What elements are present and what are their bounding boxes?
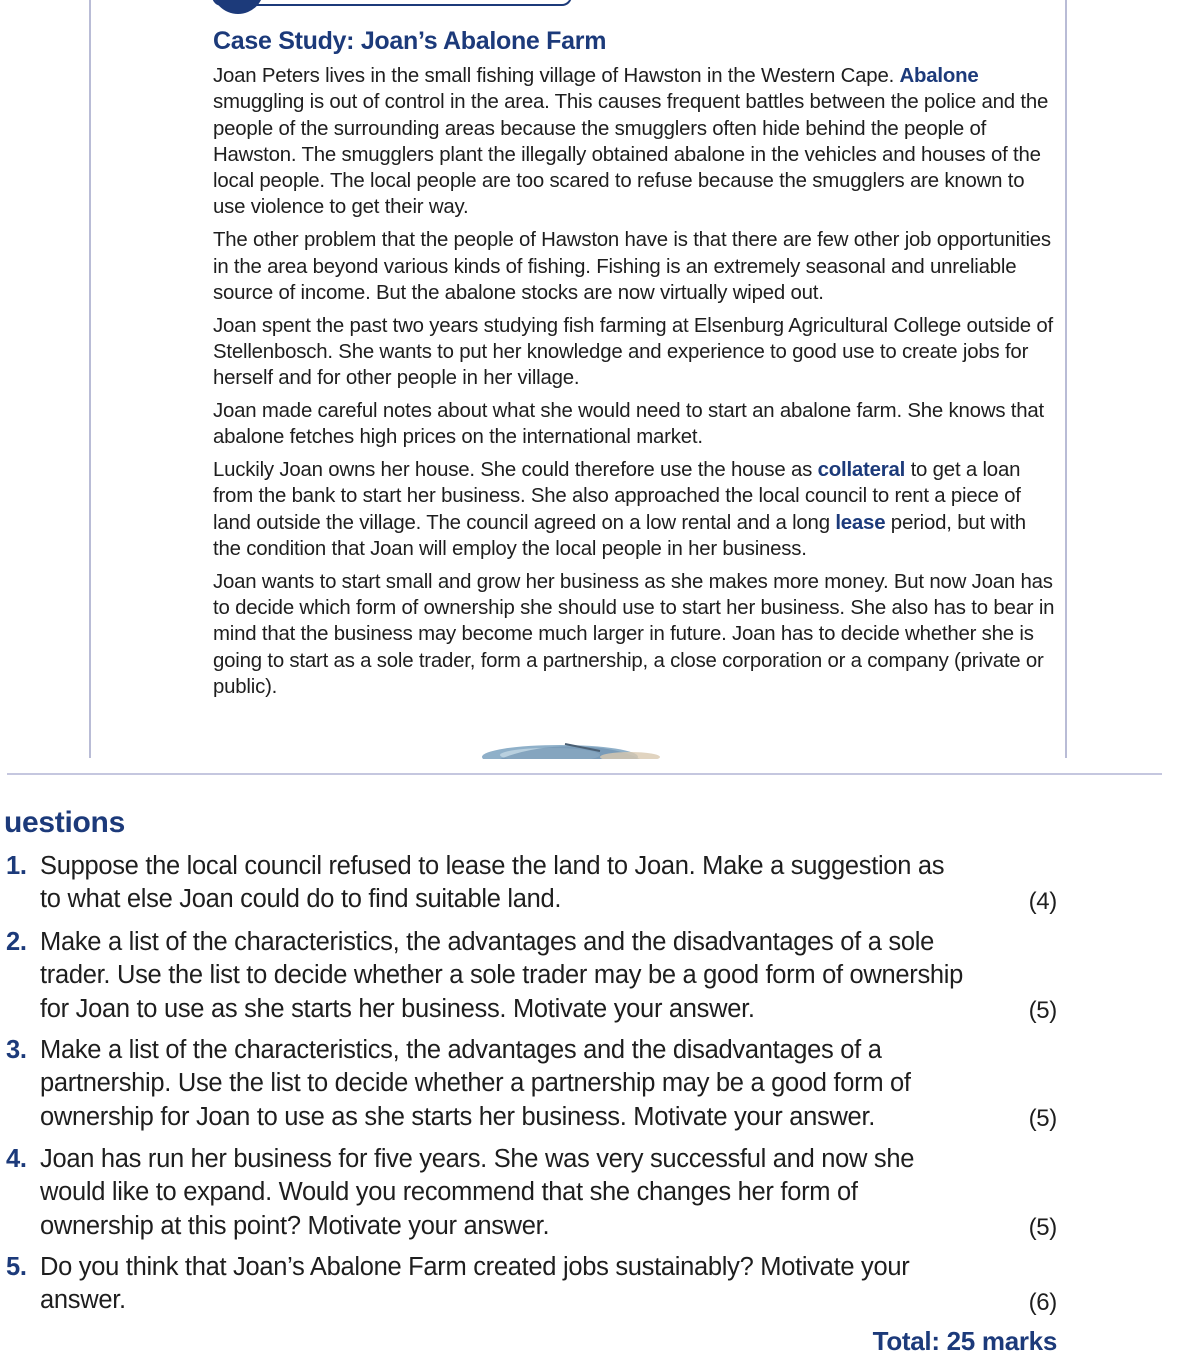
question-text: Do you think that Joan’s Abalone Farm created jobs sustainably? Motivate your answer. — [40, 1253, 910, 1315]
question-marks: (5) — [1028, 997, 1057, 1024]
case-paragraph-6: Joan wants to start small and grow her business as she makes more money. But now Joan has to decide which form of ownership she should use to start her business. She also has to bear in mind that the business may become much larger in future. Joan has to decide whether she is going to start as a sole trader, form a partnership, a close corporation or a company (private or public). — [213, 570, 1055, 699]
total-marks: Total: 25 marks — [872, 1326, 1057, 1356]
question-number: 1. — [6, 852, 27, 880]
keyword-abalone: Abalone — [899, 65, 979, 87]
question-text: Make a list of the characteristics, the advantages and the disadvantages of a sole trader. Use the list to decide whether a sole trader may be a good form of ownership for Joan to use as she starts her business. Motivate your answer. — [40, 928, 964, 1023]
case-study-tab-decoration — [212, 0, 572, 6]
case-paragraph-2: The other problem that the people of Hawston have is that there are few other job opportunities in the area beyond various kinds of fishing. Fishing is an extremely seasonal and unreliable source of income. But the abalone stocks are now virtually wiped out. — [213, 229, 1051, 304]
question-text: Suppose the local council refused to lease the land to Joan. Make a suggestion as to what else Joan could do to find suitable land. — [40, 852, 945, 914]
question-marks: (5) — [1028, 1105, 1057, 1132]
case-paragraph-5: Luckily Joan owns her house. She could therefore use the house as collateral to get a loan from the bank to start her business. She also approached the local council to rent a piece of land outside the village. The council agreed on a low rental and a long lease period, but with the condition that Joan will employ the local people in her business. — [213, 459, 1026, 561]
question-5 — [6, 1251, 1056, 1321]
question-number: 2. — [6, 928, 27, 956]
question-4 — [6, 1143, 1056, 1247]
case-paragraph-1: Joan Peters lives in the small fishing village of Hawston in the Western Cape. Abalone smuggling is out of control in the area. This causes frequent battles between the police and the people of the surrounding areas because the smugglers often hide behind the people of Hawston. The smugglers plant the illegally obtained abalone in the vehicles and houses of the local people. The local people are too scared to refuse because the smugglers are known to use violence to get their way. — [213, 65, 1049, 219]
question-marks: (4) — [1028, 888, 1057, 915]
question-2 — [6, 926, 1056, 1030]
question-number: 4. — [6, 1145, 27, 1173]
keyword-collateral: collateral — [817, 459, 906, 482]
question-3 — [6, 1034, 1056, 1138]
keyword-lease: lease — [835, 511, 886, 534]
case-paragraph-4: Joan made careful notes about what she would need to start an abalone farm. She knows that abalone fetches high prices on the international market. — [213, 400, 1045, 449]
section-divider — [7, 773, 1162, 775]
question-number: 5. — [6, 1253, 27, 1281]
case-study-title: Case Study: Joan’s Abalone Farm — [213, 27, 607, 55]
question-marks: (5) — [1028, 1214, 1057, 1241]
abalone-shell-image — [480, 741, 680, 759]
question-1 — [6, 850, 1056, 920]
question-number: 3. — [6, 1036, 27, 1064]
case-study-body — [213, 63, 1055, 707]
question-text: Joan has run her business for five years. She was very successful and now she would like to expand. Would you recommend that she changes her form of ownership at this point? Motivate your answer. — [40, 1145, 915, 1240]
question-marks: (6) — [1028, 1289, 1057, 1316]
questions-heading: uestions — [4, 806, 125, 839]
question-text: Make a list of the characteristics, the advantages and the disadvantages of a partnership. Use the list to decide whether a partnership may be a good form of ownership for Joan to use as she starts her business. Motivate your answer. — [40, 1036, 911, 1131]
case-paragraph-3: Joan spent the past two years studying fish farming at Elsenburg Agricultural College outside of Stellenbosch. She wants to put her knowledge and experience to good use to create jobs for herself and for other people in her village. — [213, 314, 1053, 390]
